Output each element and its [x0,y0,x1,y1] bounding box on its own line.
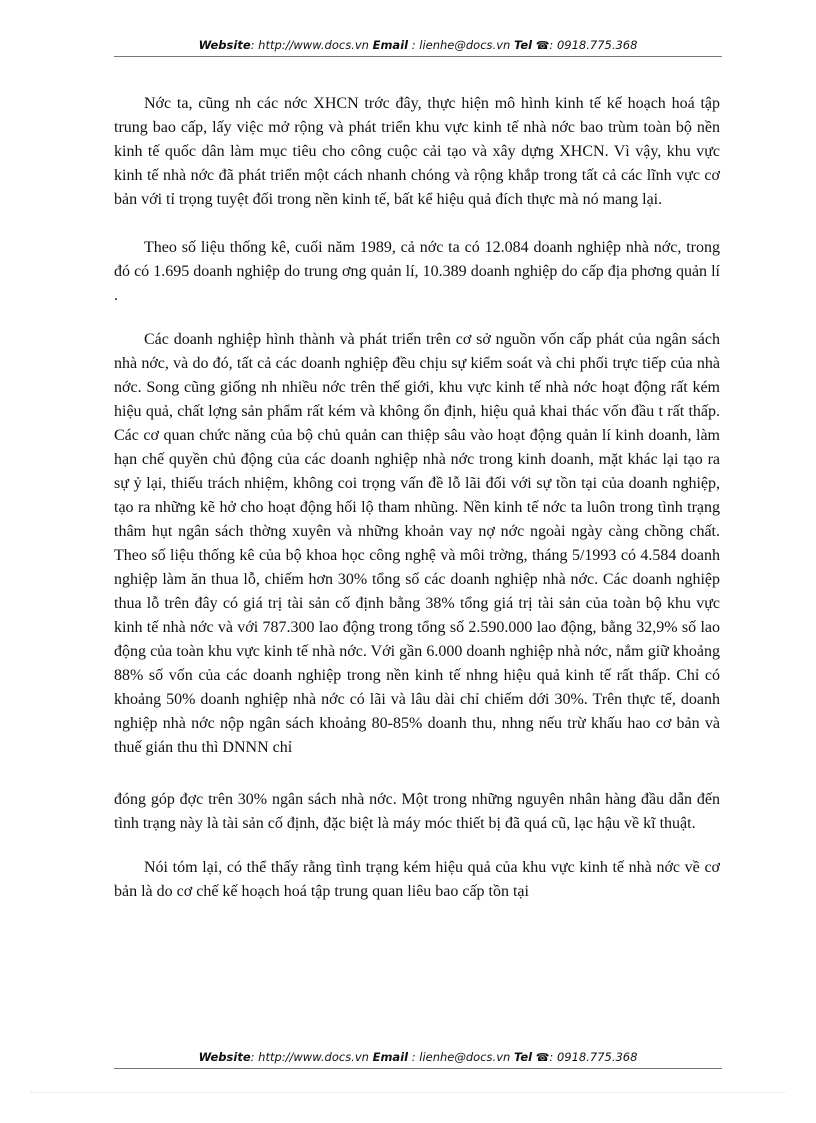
footer-website-label: Website [198,1050,251,1064]
email-label: Email [372,38,409,52]
paragraph-4: đóng góp đợc trên 30% ngân sách nhà nớc. Một trong những nguyên nhân hàng đầu dẫn đến tình trạng này là tài sản cố định, đặc biệt là máy móc thiết bị đã quá cũ, lạc hậu về kĩ thuật. [114,791,720,832]
email-address[interactable]: : lienhe@docs.vn [411,38,511,52]
document-body [114,92,720,904]
tel-number: : 0918.775.368 [549,38,638,52]
footer-email-address[interactable]: : lienhe@docs.vn [411,1050,511,1064]
website-label: Website [198,38,251,52]
footer-email-label: Email [372,1050,409,1064]
paragraph-2: Theo số liệu thống kê, cuối năm 1989, cả nớc ta có 12.084 doanh nghiệp nhà nớc, trong đó có 1.695 doanh nghiệp do trung ơng quản lí, 10.389 doanh nghiệp do cấp địa phơng quản lí . [114,239,720,304]
website-url[interactable]: : http://www.docs.vn [250,38,369,52]
phone-icon: ☎ [535,39,550,52]
paragraph-1: Nớc ta, cũng nh các nớc XHCN trớc đây, thực hiện mô hình kinh tế kế hoạch hoá tập trung bao cấp, lấy việc mở rộng và phát triển khu vực kinh tế nhà nớc bao trùm toàn bộ nền kinh tế quốc dân làm mục tiêu cho công cuộc cải tạo và xây dựng XHCN. Vì vậy, khu vực kinh tế nhà nớc đã phát triển một cách nhanh chóng và rộng khắp trong tất cả các lĩnh vực cơ bản với tỉ trọng tuyệt đối trong nền kinh tế, bất kể hiệu quả đích thực mà nó mang lại. [114,95,720,208]
page-header [114,38,722,57]
tel-label: Tel [513,38,533,52]
footer-tel-number: : 0918.775.368 [549,1050,638,1064]
paragraph-3: Các doanh nghiệp hình thành và phát triển trên cơ sở nguồn vốn cấp phát của ngân sách nhà nớc, và do đó, tất cả các doanh nghiệp đều chịu sự kiểm soát và chi phối trực tiếp của nhà nớc. Song cũng giống nh nhiều nớc trên thế giới, khu vực kinh tế nhà nớc hoạt động rất kém hiệu quả, chất lợng sản phẩm rất kém và không ổn định, hiệu quả khai thác vốn đầu t rất thấp. Các cơ quan chức năng của bộ chủ quản can thiệp sâu vào hoạt động quản lí kinh doanh, làm hạn chế quyền chủ động của các doanh nghiệp nhà nớc trong kinh doanh, mặt khác lại tạo ra sự ỷ lại, thiếu trách nhiệm, không coi trọng vấn đề lỗ lãi đối với sự tồn tại của doanh nghiệp, tạo ra những kẽ hở cho hoạt động hối lộ tham nhũng. Nền kinh tế nớc ta luôn trong tình trạng thâm hụt ngân sách thờng xuyên và những khoản vay nợ nớc ngoài ngày càng chồng chất. Theo số liệu thống kê của bộ khoa học công nghệ và môi trờng, tháng 5/1993 có 4.584 doanh nghiệp làm ăn thua lỗ, chiếm hơn 30% tổng số các doanh nghiệp nhà nớc. Các doanh nghiệp thua lỗ trên đây có giá trị tài sản cố định bằng 38% tổng giá trị tài sản của toàn bộ khu vực kinh tế nhà nớc và với 787.300 lao động trong tổng số 2.590.000 lao động, bằng 32,9% số lao động của toàn khu vực kinh tế nhà nớc. Với gần 6.000 doanh nghiệp nhà nớc, nắm giữ khoảng 88% số vốn của các doanh nghiệp trong nền kinh tế nhng hiệu quả kinh tế rất thấp. Chỉ có khoảng 50% doanh nghiệp nhà nớc có lãi và lâu dài chỉ chiếm dới 30%. Trên thực tế, doanh nghiệp nhà nớc nộp ngân sách khoảng 80-85% doanh thu, nhng nếu trừ khấu hao cơ bản và thuế gián thu thì DNNN chỉ [114,331,720,756]
footer-phone-icon: ☎ [535,1051,550,1064]
page-edge-dotted-line [30,1092,786,1093]
page-footer [114,1050,722,1069]
footer-website-url[interactable]: : http://www.docs.vn [250,1050,369,1064]
paragraph-5: Nói tóm lại, có thể thấy rằng tình trạng kém hiệu quả của khu vực kinh tế nhà nớc về cơ bản là do cơ chế kế hoạch hoá tập trung quan liêu bao cấp tồn tại [114,859,720,900]
footer-tel-label: Tel [513,1050,533,1064]
